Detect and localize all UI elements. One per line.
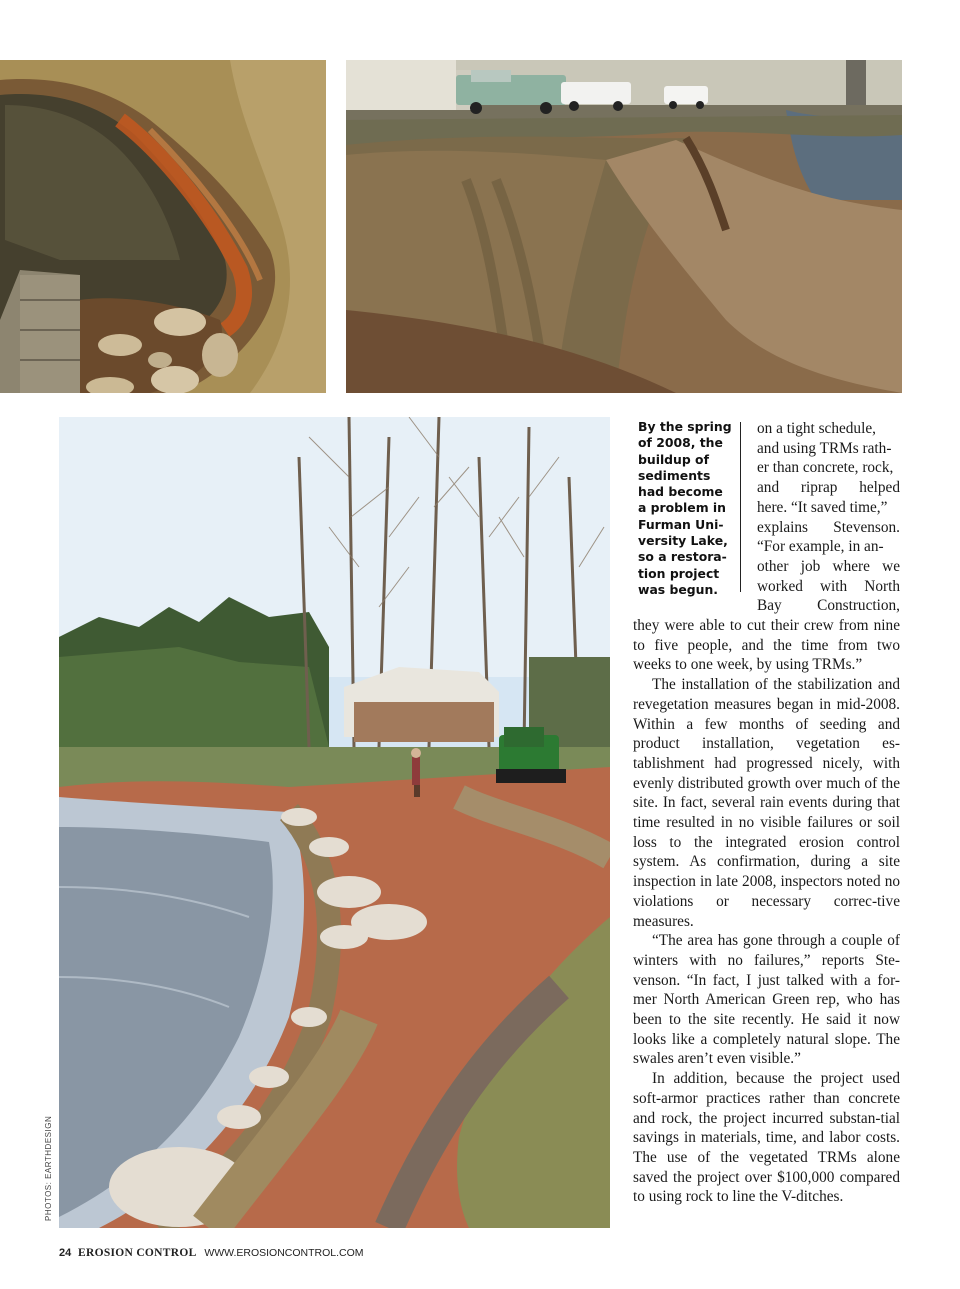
text-line: explains Stevenson. [757,518,900,536]
article-text-narrow [757,419,900,616]
photo-eroded-shoreline [0,60,326,393]
text-line: “For example, in an- [757,538,884,556]
text-line: and using TRMs rath- [757,439,892,457]
text-line: er than concrete, rock, [757,459,894,477]
photo-caption: By the spring of 2008, the buildup of sediments had become a problem in Furman Uni- versity Lake, so a restora- tion project was begun. [638,419,732,597]
page-number: 24 [59,1247,72,1259]
page-footer [59,1247,364,1259]
text-line: other job where we [757,557,900,575]
paragraph: they were able to cut their crew from nine to five people, and the time from two weeks to one week, by using TRMs.” [633,617,900,674]
magazine-url: WWW.EROSIONCONTROL.COM [204,1247,364,1259]
paragraph: “The area has gone through a couple of winters with no failures,” reports Ste-venson. “In fact, I just talked with a for-mer North American Green rep, who has been to the site recently. He said it now looks like a completely natural slope. The swales aren’t even visible.” [633,932,900,1068]
magazine-name: EROSION CONTROL [78,1247,197,1259]
text-line: and riprap helped [757,479,900,497]
article-text-main [633,616,900,1207]
paragraph: The installation of the stabilization and revegetation measures began in mid-2008. Within a few months of seeding and product installation, vegetation es-tablishment had progressed nicely, with evenly distributed growth over much of the site. In fact, several rain events during that time resulted in no visible failures or soil loss to the integrated erosion control system. As confirmation, during a site inspection in late 2008, inspectors noted no violations or necessary correc-tive measures. [633,676,900,930]
photo-credit: PHOTOS: EARTHDESIGN [44,1115,53,1221]
photo-lakeshore-restoration [59,417,610,1228]
text-line: here. “It saved time,” [757,498,888,516]
photo-graded-slope-trucks [346,60,902,393]
text-line: worked with North [757,577,900,595]
text-line: Bay Construction, [757,597,900,615]
caption-divider [740,422,741,592]
text-line: on a tight schedule, [757,420,876,437]
paragraph: In addition, because the project used soft-armor practices rather than concrete and rock, the project incurred substan-tial savings in materials, time, and labor costs. The use of the vegetated TRMs alone saved the project over $100,000 compared to using rock to line the V-ditches. [633,1070,900,1206]
